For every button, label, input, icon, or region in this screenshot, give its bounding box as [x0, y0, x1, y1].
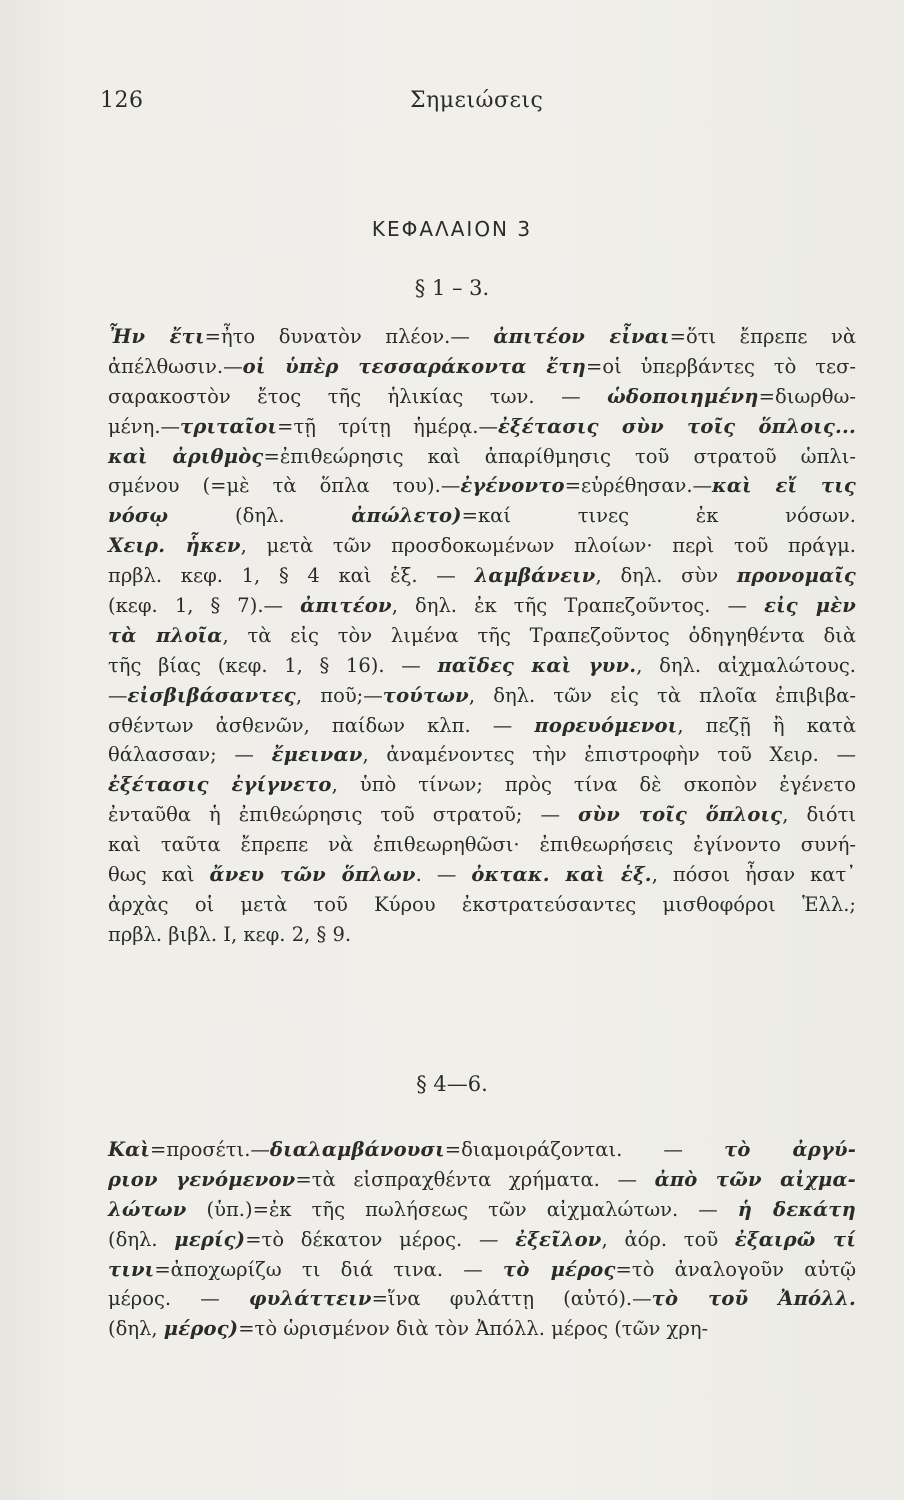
- gloss-text: σθέντων ἀσθενῶν, παίδων κλπ. —: [108, 713, 535, 737]
- gloss-text: ἀρχὰς οἱ μετὰ τοῦ Κύρου ἐκστρατεύσαντες μισθοφόροι Ἑλλ.;: [108, 892, 856, 916]
- text-line: [108, 1255, 856, 1285]
- gloss-text: μέρος. —: [108, 1287, 249, 1311]
- gloss-text: (δηλ,: [108, 1317, 164, 1341]
- gloss-text: πρβλ. βιβλ. Ι, κεφ. 2, § 9.: [108, 922, 352, 946]
- lemma-term: λαμβάνειν: [474, 564, 596, 588]
- lemma-term: ὡδοποιημένη: [607, 384, 759, 408]
- gloss-text: (ὑπ.)=ἐκ τῆς πωλήσεως τῶν αἰχμαλώτων. —: [186, 1197, 738, 1221]
- lemma-term: ἡ δεκάτη: [737, 1197, 856, 1221]
- text-line: [108, 890, 856, 920]
- lemma-term: τὸ μέρος: [503, 1257, 616, 1281]
- text-line: [108, 860, 856, 890]
- running-head: Σημειώσεις: [410, 88, 544, 113]
- text-line: [108, 591, 856, 621]
- gloss-text: , δηλ. τῶν εἰς τὰ πλοῖα ἐπιβιβα-: [468, 683, 856, 707]
- gloss-text: ἀπέλθωσιν.—: [108, 354, 243, 378]
- gloss-text: =οἱ ὑπερβάντες τὸ τεσ-: [586, 354, 856, 378]
- gloss-text: =ἵνα φυλάττῃ (αὐτό).—: [371, 1287, 652, 1311]
- section-heading-2: § 4—6.: [416, 1072, 488, 1096]
- gloss-text: σαρακοστὸν ἔτος τῆς ἡλικίας των. —: [108, 384, 608, 408]
- gloss-text: , πεζῇ ἢ κατὰ: [677, 713, 856, 737]
- page-header: [100, 88, 800, 128]
- lemma-term: διαλαμβάνουσι: [269, 1138, 445, 1161]
- lemma-term: φυλάττειν: [248, 1287, 372, 1311]
- lemma-term: ἀπώλετο): [351, 504, 462, 528]
- text-line: [108, 740, 856, 770]
- lemma-term: λώτων: [108, 1197, 187, 1221]
- lemma-term: ἀπιτέον: [300, 594, 392, 618]
- gloss-text: =τὸ ὡρισμένον διὰ τὸν Ἀπόλλ. μέρος (τῶν χρη-: [238, 1317, 709, 1341]
- gloss-text: θάλασσαν; —: [108, 743, 272, 767]
- gloss-text: τῆς βίας (κεφ. 1, § 16). —: [108, 653, 438, 677]
- lemma-term: ἔμειναν: [271, 743, 363, 767]
- text-line: [108, 1314, 856, 1344]
- text-line: [108, 471, 856, 501]
- gloss-text: =καί τινες ἐκ νόσων.: [461, 504, 856, 528]
- gloss-text: =διαμοιράζονται. —: [444, 1138, 725, 1161]
- gloss-text: , δηλ. ἐκ τῆς Τραπεζοῦντος. —: [391, 594, 765, 618]
- chapter-title: ΚΕΦΑΛΑΙΟΝ 3: [371, 217, 533, 241]
- lemma-term: τὰ πλοῖα: [108, 623, 223, 647]
- lemma-term: ἐγένοντο: [460, 474, 565, 498]
- lemma-term: προνομαῖς: [736, 564, 856, 588]
- text-line: [108, 651, 856, 681]
- lemma-term: ἐξεῖλον: [515, 1227, 602, 1251]
- lemma-term: ἄνευ τῶν ὅπλων: [209, 863, 416, 887]
- gloss-text: , ἀναμένοντες τὴν ἐπιστροφὴν τοῦ Χειρ. —: [362, 743, 856, 767]
- gloss-text: , δηλ. αἰχμαλώτους.: [636, 653, 857, 677]
- lemma-term: σὺν τοῖς ὅπλοις: [577, 803, 783, 827]
- gloss-text: —: [108, 683, 128, 707]
- gloss-text: =τὸ δέκατον μέρος. —: [245, 1227, 516, 1251]
- gloss-text: μένη.—: [108, 414, 181, 438]
- page-number: 126: [100, 88, 144, 113]
- lemma-term: καὶ εἴ τις: [712, 474, 857, 498]
- gloss-text: , δηλ. σὺν: [595, 564, 737, 588]
- text-line: [108, 382, 856, 412]
- text-line: [108, 501, 856, 531]
- lemma-term: καὶ ἀριθμὸς: [108, 444, 264, 468]
- lemma-term: παῖδες καὶ γυν.: [437, 653, 637, 677]
- gloss-text: , τὰ εἰς τὸν λιμένα τῆς Τραπεζοῦντος ὁδηγηθέντα διὰ: [222, 623, 856, 647]
- gloss-text: , διότι: [782, 803, 856, 827]
- gloss-text: =ἦτο δυνατὸν πλέον.—: [204, 325, 494, 348]
- lemma-term: τὸ ἀργύ-: [724, 1138, 856, 1161]
- lemma-term: Ἦν ἔτι: [108, 325, 205, 348]
- gloss-text: =τὸ ἀναλογοῦν αὐτῷ: [615, 1257, 856, 1281]
- gloss-text: , ὑπὸ τίνων; πρὸς τίνα δὲ σκοπὸν ἐγένετο: [331, 773, 856, 797]
- lemma-term: πορευόμενοι: [534, 713, 678, 737]
- lemma-term: οἱ ὑπὲρ τεσσαράκοντα ἔτη: [242, 354, 586, 378]
- gloss-text: =ἐπιθεώρησις καὶ ἀπαρίθμησις τοῦ στρατοῦ ὡπλι-: [263, 444, 856, 468]
- lemma-term: τούτων: [382, 683, 469, 707]
- lemma-term: ὀκτακ. καὶ ἑξ.: [471, 863, 652, 887]
- text-line: [108, 830, 856, 860]
- gloss-text: (δηλ.: [108, 1227, 175, 1251]
- lemma-term: εἰσβιβάσαντες: [127, 683, 296, 707]
- lemma-term: μέρος): [163, 1317, 239, 1341]
- text-line: [108, 442, 856, 472]
- lemma-term: Χειρ. ἧκεν: [108, 534, 241, 558]
- lemma-term: τὸ τοῦ Ἀπόλλ.: [651, 1287, 856, 1311]
- gloss-text: πρβλ. κεφ. 1, § 4 καὶ ἑξ. —: [108, 564, 475, 588]
- gloss-text: =διωρθω-: [758, 384, 856, 408]
- lemma-term: εἰς μὲν: [764, 594, 856, 618]
- text-line: [108, 1165, 856, 1195]
- gloss-text: . —: [415, 863, 472, 887]
- text-line: [108, 920, 856, 950]
- text-line: [108, 352, 856, 382]
- lemma-term: ἀπὸ τῶν αἰχμα-: [654, 1167, 856, 1191]
- section-1-text: [108, 322, 856, 950]
- text-line: [108, 1284, 856, 1314]
- lemma-term: νόσῳ: [108, 504, 169, 528]
- text-line: [108, 412, 856, 442]
- gloss-text: =ἀποχωρίζω τι διά τινα. —: [154, 1257, 504, 1281]
- text-line: [108, 561, 856, 591]
- text-line: [108, 621, 856, 651]
- lemma-term: ἐξέτασις σὺν τοῖς ὅπλοις...: [497, 414, 856, 438]
- text-line: [108, 1135, 856, 1165]
- section-heading-1: § 1 – 3.: [414, 276, 490, 300]
- gloss-text: =ὅτι ἔπρεπε νὰ: [669, 325, 856, 348]
- gloss-text: =προσέτι.—: [150, 1138, 270, 1161]
- gloss-text: (κεφ. 1, § 7).—: [108, 594, 301, 618]
- text-line: [108, 711, 856, 741]
- section-2-text: [108, 1135, 856, 1344]
- text-line: [108, 322, 856, 352]
- text-line: [108, 1195, 856, 1225]
- gloss-text: , ἀόρ. τοῦ: [601, 1227, 735, 1251]
- lemma-term: τινι: [108, 1257, 155, 1281]
- text-line: [108, 681, 856, 711]
- gloss-text: θως καὶ: [108, 863, 210, 887]
- text-line: [108, 1225, 856, 1255]
- gloss-text: (δηλ.: [168, 504, 352, 528]
- gloss-text: , ποῦ;—: [295, 683, 383, 707]
- text-line: [108, 531, 856, 561]
- gloss-text: =τῇ τρίτῃ ἡμέρᾳ.—: [277, 414, 498, 438]
- lemma-term: ριον γενόμενον: [108, 1167, 296, 1191]
- lemma-term: μερίς): [174, 1227, 246, 1251]
- text-line: [108, 800, 856, 830]
- gloss-text: =τὰ εἰσπραχθέντα χρήματα. —: [295, 1167, 655, 1191]
- text-line: [108, 770, 856, 800]
- lemma-term: ἐξέτασις ἐγίγνετο: [108, 773, 332, 797]
- lemma-term: ἐξαιρῶ τί: [734, 1227, 856, 1251]
- gloss-text: σμένου (=μὲ τὰ ὅπλα του).—: [108, 474, 461, 498]
- gloss-text: =εὑρέθησαν.—: [564, 474, 713, 498]
- lemma-term: τριταῖοι: [180, 414, 278, 438]
- gloss-text: καὶ ταῦτα ἔπρεπε νὰ ἐπιθεωρηθῶσι· ἐπιθεωρήσεις ἐγίνοντο συνή-: [108, 833, 856, 857]
- gloss-text: , μετὰ τῶν προσδοκωμένων πλοίων· περὶ τοῦ πράγμ.: [240, 534, 856, 558]
- gloss-text: , πόσοι ἦσαν κατ᾽: [651, 863, 856, 887]
- gloss-text: ἐνταῦθα ἡ ἐπιθεώρησις τοῦ στρατοῦ; —: [108, 803, 578, 827]
- lemma-term: Καὶ: [108, 1138, 150, 1161]
- lemma-term: ἀπιτέον εἶναι: [493, 325, 670, 348]
